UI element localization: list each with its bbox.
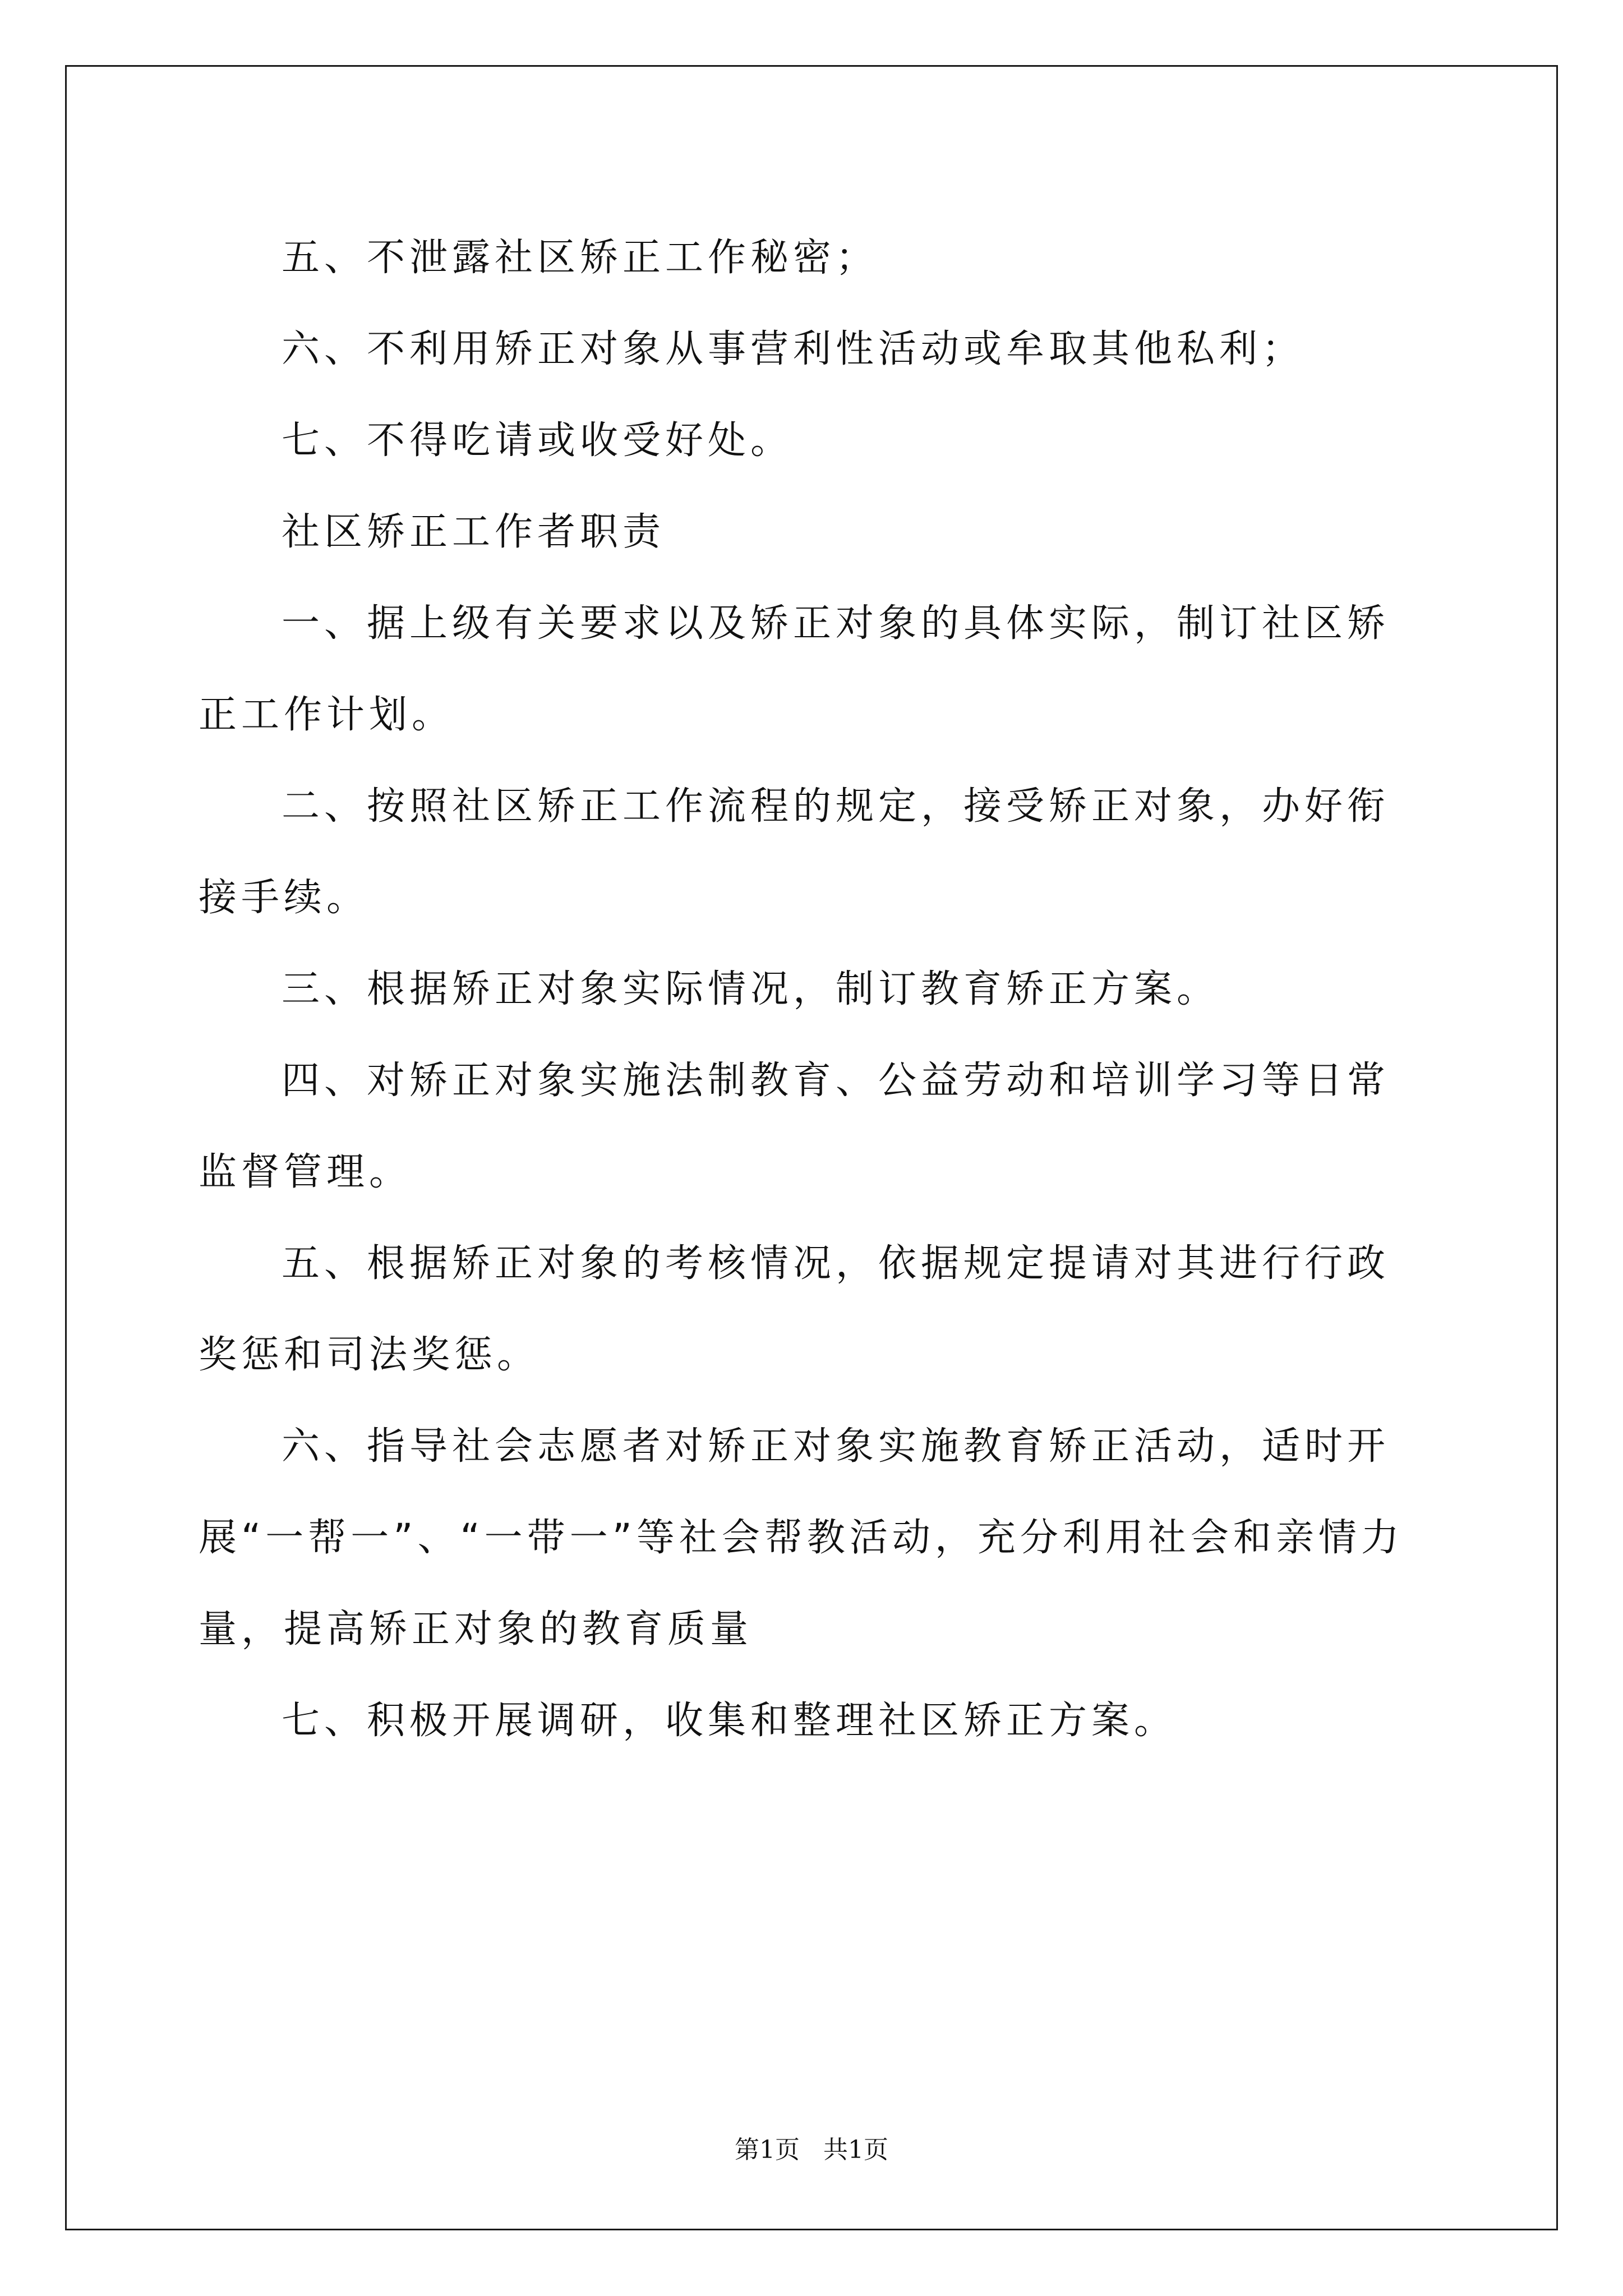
paragraph-item: 二、按照社区矫正工作流程的规定，接受矫正对象，办好衔接手续。: [199, 784, 1390, 920]
paragraph-item: 五、不泄露社区矫正工作秘密；: [282, 236, 879, 280]
paragraph-item: 七、不得吃请或收受好处。: [282, 418, 794, 463]
page-total: 共1页: [823, 2136, 888, 2164]
section-heading: 社区矫正工作者职责: [282, 510, 666, 554]
paragraph-item: 六、不利用矫正对象从事营利性活动或牟取其他私利；: [282, 327, 1305, 371]
page-footer: [0, 2129, 1623, 2165]
page-number: 第1页: [735, 2136, 800, 2164]
paragraph-item: 一、据上级有关要求以及矫正对象的具体实际，制订社区矫正工作计划。: [199, 601, 1390, 737]
paragraph-item: 六、指导社会志愿者对矫正对象实施教育矫正活动，适时开展“一帮一”、“一带一”等社会帮教活动，充分利用社会和亲情力量，提高矫正对象的教育质量: [199, 1424, 1404, 1651]
footer-spacer: [800, 2136, 823, 2164]
document-body: [199, 212, 1428, 1766]
paragraph-item: 五、根据矫正对象的考核情况，依据规定提请对其进行行政奖惩和司法奖惩。: [199, 1241, 1390, 1377]
paragraph-item: 三、根据矫正对象实际情况，制订教育矫正方案。: [282, 967, 1220, 1011]
paragraph-item: 七、积极开展调研，收集和整理社区矫正方案。: [282, 1699, 1177, 1743]
paragraph-item: 四、对矫正对象实施法制教育、公益劳动和培训学习等日常监督管理。: [199, 1059, 1390, 1194]
